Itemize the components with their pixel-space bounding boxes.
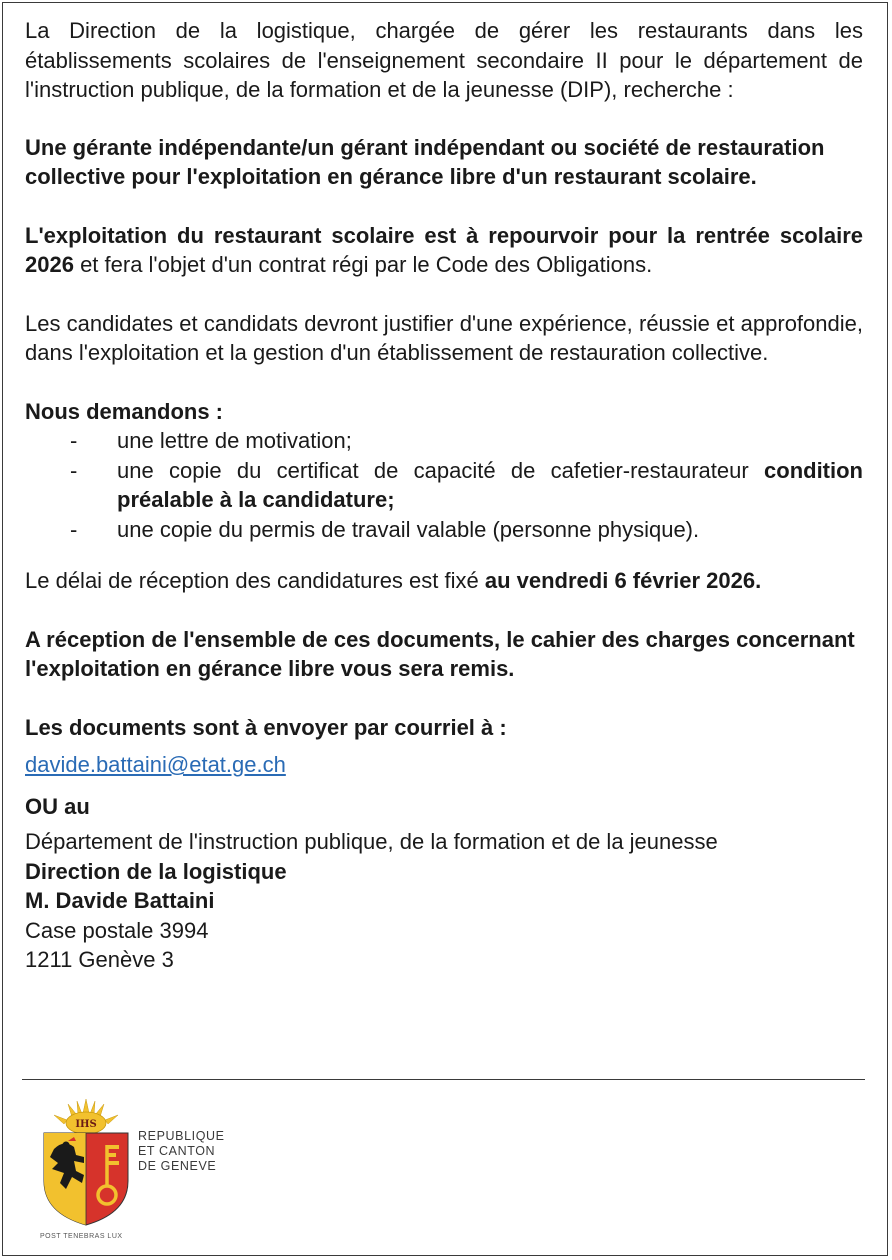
send-heading: Les documents sont à envoyer par courriel à : <box>25 714 507 740</box>
intro-paragraph: La Direction de la logistique, chargée de gérer les restaurants dans les établissements scolaires de l'enseignement secondaire II pour le département de l'instruction publique, de la formation et de la jeunesse (DIP), recherche : <box>25 18 863 102</box>
address-contact: M. Davide Battaini <box>25 888 215 913</box>
list-item: - une lettre de motivation; <box>25 426 863 456</box>
exploitation-bold: L'exploitation du restaurant scolaire est à repourvoir pour la rentrée scolaire 2026 <box>25 222 863 277</box>
institution-name: REPUBLIQUE ET CANTON DE GENEVE <box>138 1129 225 1173</box>
position-headline: Une gérante indépendante/un gérant indépendant ou société de restauration collective pour l'exploitation en gérance libre d'un restaurant scolaire. <box>25 134 825 189</box>
bullet-dash: - <box>70 428 78 453</box>
bullet-dash: - <box>70 457 78 483</box>
address-city: 1211 Genève 3 <box>25 947 174 972</box>
list-item: - une copie du permis de travail valable (personne physique). <box>25 515 863 545</box>
deadline-date: au vendredi 6 février 2026. <box>484 568 762 593</box>
address-direction: Direction de la logistique <box>25 858 287 884</box>
email-link[interactable]: davide.battaini@etat.ge.ch <box>25 752 286 777</box>
geneva-coat-of-arms-icon <box>38 1097 134 1231</box>
coat-of-arms-motto: POST TENEBRAS LUX <box>40 1233 123 1240</box>
address-department: Département de l'instruction publique, de la formation et de la jeunesse <box>25 829 718 854</box>
list-item: - une copie du certificat de capacité de cafetier-restaurateur condition préalable à la candidature; <box>70 457 863 512</box>
postal-address <box>25 827 863 975</box>
requirements-list <box>25 426 863 544</box>
deadline-paragraph <box>25 566 863 596</box>
exploitation-paragraph <box>25 221 863 280</box>
or-label: OU au <box>25 793 90 819</box>
experience-paragraph: Les candidates et candidats devront justifier d'une expérience, réussie et approfondie, dans l'exploitation et la gestion d'un établissement de restauration collective. <box>25 310 863 365</box>
exploitation-rest: et fera l'objet d'un contrat régi par le Code des Obligations. <box>73 252 653 277</box>
footer-divider <box>22 1079 865 1080</box>
requirement-condition: condition préalable à la candidature; <box>117 457 863 512</box>
emblem-text: IHS <box>75 1119 97 1130</box>
reception-paragraph: A réception de l'ensemble de ces documents, le cahier des charges concernant l'exploitation en gérance libre vous sera remis. <box>25 626 855 681</box>
bullet-dash: - <box>70 516 78 542</box>
job-posting <box>25 16 863 975</box>
address-po-box: Case postale 3994 <box>25 917 209 943</box>
requirements-heading: Nous demandons : <box>25 398 224 424</box>
deadline-text: Le délai de réception des candidatures est fixé <box>25 568 485 593</box>
